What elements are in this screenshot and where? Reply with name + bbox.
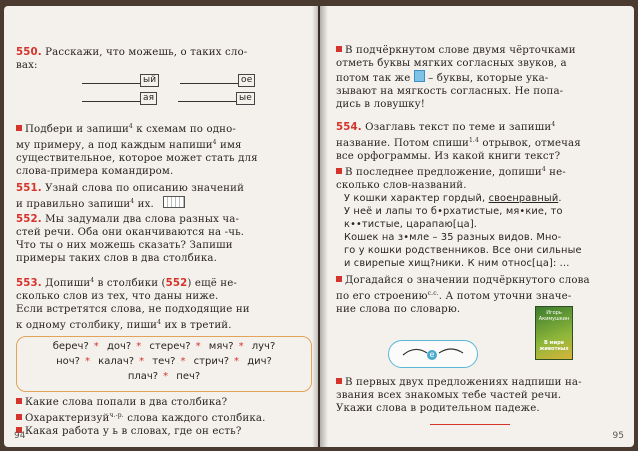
ending-box: ое (238, 74, 255, 87)
task-guess: Догадайся о значении подчёркнутого слова по его строению$^{с.с.}$. А потом уточни значе- ние слова по словарю. (336, 275, 590, 315)
exercise-554: 554. Озаглавь текст по теме и запиши$^4$ название. Потом спиши$^{1.4}$ отрывок, отмечая все орфограммы. Из какой книги текст? В последнее предложение, допиши$^4$ не- сколько слов-названий. (336, 121, 581, 191)
scheme-row-1 (82, 72, 255, 87)
word-row-2: ноч? * калач? * теч? * стрич? * дич? (56, 356, 272, 367)
bullet-icon (336, 276, 342, 282)
ending-box: ый (140, 74, 159, 87)
bullet-icon (16, 414, 22, 420)
word-row-1: береч? * доч? * стереч? * мяч? * луч? (52, 341, 276, 352)
scheme-row-2 (82, 90, 255, 105)
soft-sign-marker-icon (414, 70, 425, 82)
page-number: 94 (14, 431, 26, 441)
word-row-3: плач? * печ? (127, 371, 201, 382)
bullet-icon (16, 125, 22, 131)
exercise-text: вах: (16, 60, 38, 71)
left-page (4, 6, 318, 447)
divider (430, 424, 510, 425)
questions: Какие слова попали в два столбика? Охарактеризуй$^{ч.-р.}$ слова каждого столбика. Какая работа у ь в словах, где он есть? (16, 396, 312, 438)
bullet-icon (336, 46, 342, 52)
right-page (320, 6, 634, 447)
bullet-icon (336, 168, 342, 174)
exercise-text: У кошки характер гордый, своенравный. У неё и лапы то б•рхатистые, мя•кие, то к••тистые, царапаю[ца]. Кошек на з•мле – 35 разных видов. Мно- го у кошки родственников. Все они сильные и свирепые хищ?ники. К ним относ[ца]: ... (344, 193, 582, 269)
page-number: 95 (612, 431, 624, 441)
task-underlined: В подчёркнутом слове двумя чёрточками отметь буквы мягких согласных звуков, а потом так же – буквы, которые ука- зывают на мягкость согласных. Не попа- дись в ловушку! (336, 45, 576, 110)
exercise-number: 550. (16, 47, 42, 58)
ending-box: ая (140, 92, 157, 105)
task-parts-of-speech: В первых двух предложениях надпиши на- звания всех знакомых тебе частей речи. Укажи слова в родительном падеже. (336, 377, 582, 414)
exercise-552: 552. Мы задумали два слова разных ча- стей речи. Оба они оканчиваются на -чь. Что ты о них можешь сказать? Запиши примеры таких слов в два столбика. (16, 214, 245, 264)
exercise-551: 551. Узнай слова по описанию значений и правильно запиши$^4$ их. (16, 183, 245, 210)
bullet-icon (336, 378, 342, 384)
exercise-550 (16, 46, 312, 72)
word-scheme (388, 340, 478, 368)
task-a: Подбери и запиши$^4$ к схемам по одно- му примеру, а под каждым напиши$^4$ имя существительное, которое может стать для слова-примера командиром. (16, 123, 258, 177)
book-cover: Игорь Акимушкин В мире животных (535, 306, 573, 360)
exercise-553: 553. Допиши$^4$ в столбики (552) ещё не- сколько слов из тех, что даны ниже. Если встретятся слова, не подходящие ни к одному столбику, пиши$^4$ их в третий. (16, 277, 250, 331)
notebook-icon (163, 196, 185, 208)
bullet-icon (16, 398, 22, 404)
word-box (16, 336, 312, 392)
ending-box: ые (236, 92, 255, 105)
exercise-text: Расскажи, что можешь, о таких сло- (45, 47, 248, 58)
ending-letter: е (427, 350, 437, 360)
